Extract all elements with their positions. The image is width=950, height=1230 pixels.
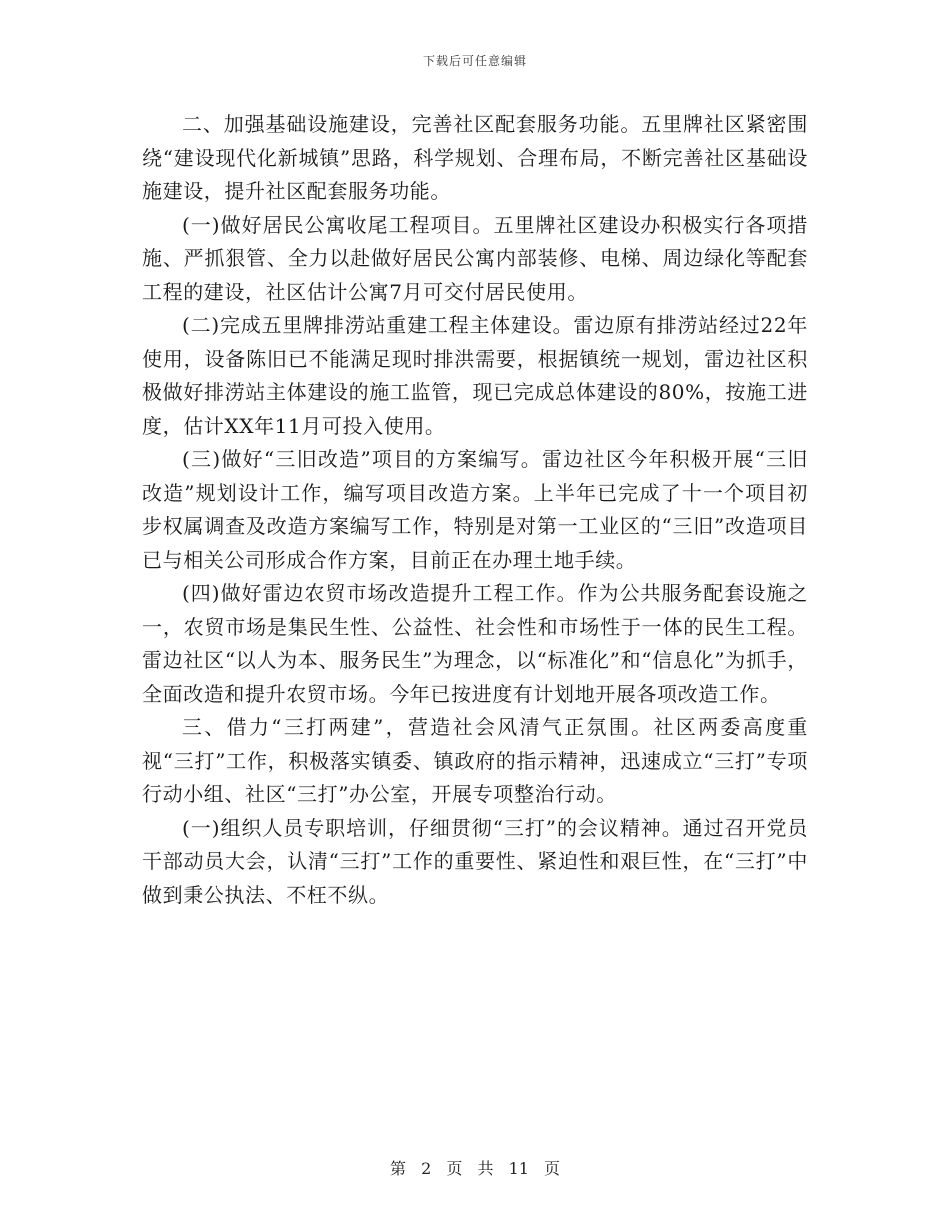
paragraph-item-4: (四)做好雷边农贸市场改造提升工程工作。作为公共服务配套设施之一，农贸市场是集民生性、公益性、社会性和市场性于一体的民生工程。雷边社区“以人为本、服务民生”为理念，以“标准化”和“信息化”为抓手，全面改造和提升农贸市场。今年已按进度有计划地开展各项改造工作。: [142, 581, 808, 706]
footer-label-page: 第: [389, 1159, 406, 1178]
page-footer: [0, 1156, 950, 1179]
paragraph-item-3: (三)做好“三旧改造”项目的方案编写。雷边社区今年积极开展“三旧改造”规划设计工作，编写项目改造方案。上半年已完成了十一个项目初步权属调查及改造方案编写工作，特别是对第一工业区的“三旧”改造项目已与相关公司形成合作方案，目前正在办理土地手续。: [142, 447, 808, 572]
footer-total-pages: 11: [508, 1159, 529, 1178]
footer-label-total-unit: 页: [544, 1159, 561, 1178]
paragraph-section-3: 三、借力“三打两建”，营造社会风清气正氛围。社区两委高度重视“三打”工作，积极落实镇委、镇政府的指示精神，迅速成立“三打”专项行动小组、社区“三打”办公室，开展专项整治行动。: [142, 715, 808, 806]
paragraph-section-3-item-1: (一)组织人员专职培训，仔细贯彻“三打”的会议精神。通过召开党员干部动员大会，认清“三打”工作的重要性、紧迫性和艰巨性，在“三打”中做到秉公执法、不枉不纵。: [142, 815, 808, 907]
page-header: 下载后可任意编辑: [422, 54, 527, 68]
paragraph-item-2: (二)完成五里牌排涝站重建工程主体建设。雷边原有排涝站经过22年使用，设备陈旧已不能满足现时排洪需要，根据镇统一规划，雷边社区积极做好排涝站主体建设的施工监管，现已完成总体建设的80%，按施工进度，估计XX年11月可投入使用。: [142, 313, 808, 438]
document-body: [142, 108, 808, 912]
footer-current-page: 2: [421, 1159, 432, 1178]
paragraph-section-2: 二、加强基础设施建设，完善社区配套服务功能。五里牌社区紧密围绕“建设现代化新城镇”思路，科学规划、合理布局，不断完善社区基础设施建设，提升社区配套服务功能。: [142, 112, 808, 203]
footer-label-page-unit: 页: [446, 1159, 463, 1178]
footer-label-total: 共: [477, 1159, 494, 1178]
paragraph-item-1: (一)做好居民公寓收尾工程项目。五里牌社区建设办积极实行各项措施、严抓狠管、全力以赴做好居民公寓内部装修、电梯、周边绿化等配套工程的建设，社区估计公寓7月可交付居民使用。: [142, 212, 808, 304]
